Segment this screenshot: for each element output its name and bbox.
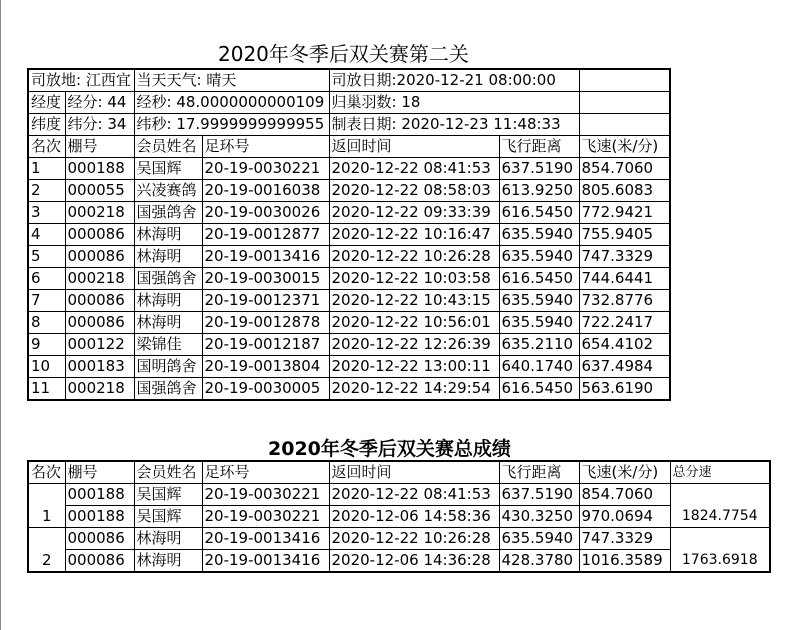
cell-speed: 563.6190	[579, 378, 670, 401]
cell-distance: 637.5190	[499, 484, 579, 506]
cell-distance: 430.3250	[499, 506, 579, 528]
cell-return-time: 2020-12-06 14:58:36	[329, 506, 499, 528]
cell-rank: 2	[28, 180, 65, 202]
cell-ring: 20-19-0030026	[202, 202, 329, 224]
cell-distance: 635.5940	[499, 224, 579, 246]
cell-ring: 20-19-0030221	[202, 484, 329, 506]
cell-ring: 20-19-0030015	[202, 268, 329, 290]
cell-return-time: 2020-12-06 14:36:28	[329, 550, 499, 573]
cell-loft: 000086	[65, 246, 134, 268]
cell-ring: 20-19-0013416	[202, 528, 329, 550]
cell-ring: 20-19-0013804	[202, 356, 329, 378]
header-total-speed: 总分速	[670, 461, 770, 484]
cell-distance: 635.5940	[499, 312, 579, 334]
cell-rank: 1	[28, 158, 65, 180]
cell-return-time: 2020-12-22 12:26:39	[329, 334, 499, 356]
cell-ring: 20-19-0030005	[202, 378, 329, 401]
stage-title: 2020年冬季后双关赛第二关	[218, 42, 469, 66]
cell-return-time: 2020-12-22 09:33:39	[329, 202, 499, 224]
release-date: 司放日期:2020-12-21 08:00:00	[329, 69, 579, 92]
table-row	[28, 290, 670, 312]
table-row	[28, 224, 670, 246]
table-row	[28, 378, 670, 401]
cell-ring: 20-19-0012878	[202, 312, 329, 334]
header-distance: 飞行距离	[499, 461, 579, 484]
cell-return-time: 2020-12-22 10:03:58	[329, 268, 499, 290]
cell-loft: 000188	[65, 484, 134, 506]
cell-ring: 20-19-0012187	[202, 334, 329, 356]
cell-member: 林海明	[134, 290, 202, 312]
cell-return-time: 2020-12-22 08:41:53	[329, 484, 499, 506]
cell-total-speed: 1763.6918	[670, 528, 770, 573]
cell-distance: 428.3780	[499, 550, 579, 573]
cell-speed: 854.7060	[579, 484, 670, 506]
info-row-release	[28, 69, 670, 92]
table-row	[28, 506, 770, 528]
cell-distance: 616.5450	[499, 268, 579, 290]
header-distance: 飞行距离	[499, 136, 579, 158]
cell-loft: 000122	[65, 334, 134, 356]
cell-ring: 20-19-0030221	[202, 158, 329, 180]
cell-distance: 613.9250	[499, 180, 579, 202]
cell-return-time: 2020-12-22 10:43:15	[329, 290, 499, 312]
cell-speed: 744.6441	[579, 268, 670, 290]
cell-return-time: 2020-12-22 08:58:03	[329, 180, 499, 202]
latitude-minutes: 纬分: 34	[65, 114, 134, 136]
table-row	[28, 312, 670, 334]
cell-return-time: 2020-12-22 14:29:54	[329, 378, 499, 401]
cell-return-time: 2020-12-22 10:26:28	[329, 246, 499, 268]
table-row	[28, 246, 670, 268]
header-ring: 足环号	[202, 136, 329, 158]
cell-speed: 747.3329	[579, 528, 670, 550]
homing-count: 归巢羽数: 18	[329, 92, 579, 114]
total-header-row	[28, 461, 770, 484]
stage-header-row	[28, 136, 670, 158]
cell-rank: 9	[28, 334, 65, 356]
cell-rank: 2	[28, 528, 65, 573]
cell-loft: 000218	[65, 202, 134, 224]
cell-distance: 635.2110	[499, 334, 579, 356]
cell-total-speed: 1824.7754	[670, 484, 770, 528]
cell-ring: 20-19-0012371	[202, 290, 329, 312]
cell-ring: 20-19-0013416	[202, 550, 329, 573]
cell-loft: 000086	[65, 224, 134, 246]
total-results-table	[27, 460, 771, 573]
header-loft: 棚号	[65, 461, 134, 484]
cell-member: 吴国辉	[134, 484, 202, 506]
cell-rank: 8	[28, 312, 65, 334]
cell-speed: 805.6083	[579, 180, 670, 202]
table-row	[28, 202, 670, 224]
cell-ring: 20-19-0012877	[202, 224, 329, 246]
longitude-seconds: 经秒: 48.0000000000109	[134, 92, 329, 114]
cell-distance: 637.5190	[499, 158, 579, 180]
cell-member: 梁锦佳	[134, 334, 202, 356]
table-row	[28, 550, 770, 573]
cell-return-time: 2020-12-22 13:00:11	[329, 356, 499, 378]
table-date: 制表日期: 2020-12-23 11:48:33	[329, 114, 579, 136]
cell-return-time: 2020-12-22 10:26:28	[329, 528, 499, 550]
table-row	[28, 528, 770, 550]
cell-member: 吴国辉	[134, 506, 202, 528]
cell-rank: 4	[28, 224, 65, 246]
header-speed: 飞速(米/分)	[579, 461, 670, 484]
table-row	[28, 180, 670, 202]
cell-distance: 640.1740	[499, 356, 579, 378]
cell-return-time: 2020-12-22 10:16:47	[329, 224, 499, 246]
longitude-minutes: 经分: 44	[65, 92, 134, 114]
latitude-seconds: 纬秒: 17.9999999999955	[134, 114, 329, 136]
cell-member: 国强鸽舍	[134, 202, 202, 224]
cell-member: 林海明	[134, 550, 202, 573]
cell-member: 兴凌赛鸽	[134, 180, 202, 202]
info-empty-cell	[579, 114, 670, 136]
cell-loft: 000183	[65, 356, 134, 378]
cell-member: 林海明	[134, 224, 202, 246]
cell-loft: 000218	[65, 268, 134, 290]
release-location: 司放地: 江西宜	[28, 69, 134, 92]
header-ring: 足环号	[202, 461, 329, 484]
header-speed: 飞速(米/分)	[579, 136, 670, 158]
cell-rank: 6	[28, 268, 65, 290]
cell-speed: 772.9421	[579, 202, 670, 224]
cell-ring: 20-19-0030221	[202, 506, 329, 528]
cell-loft: 000188	[65, 158, 134, 180]
cell-speed: 637.4984	[579, 356, 670, 378]
cell-member: 国明鸽舍	[134, 356, 202, 378]
cell-speed: 722.2417	[579, 312, 670, 334]
cell-member: 国强鸽舍	[134, 378, 202, 401]
cell-ring: 20-19-0013416	[202, 246, 329, 268]
cell-speed: 854.7060	[579, 158, 670, 180]
cell-speed: 755.9405	[579, 224, 670, 246]
table-row	[28, 356, 670, 378]
header-return-time: 返回时间	[329, 136, 499, 158]
header-loft: 棚号	[65, 136, 134, 158]
header-rank: 名次	[28, 136, 65, 158]
table-row	[28, 268, 670, 290]
cell-loft: 000086	[65, 290, 134, 312]
cell-ring: 20-19-0016038	[202, 180, 329, 202]
cell-member: 吴国辉	[134, 158, 202, 180]
stage-results-table	[27, 68, 671, 401]
cell-rank: 11	[28, 378, 65, 401]
header-rank: 名次	[28, 461, 65, 484]
info-empty-cell	[579, 69, 670, 92]
cell-loft: 000055	[65, 180, 134, 202]
header-return-time: 返回时间	[329, 461, 499, 484]
table-row	[28, 484, 770, 506]
cell-member: 林海明	[134, 528, 202, 550]
cell-speed: 654.4102	[579, 334, 670, 356]
header-member: 会员姓名	[134, 461, 202, 484]
cell-distance: 635.5940	[499, 290, 579, 312]
cell-member: 林海明	[134, 312, 202, 334]
cell-speed: 970.0694	[579, 506, 670, 528]
cell-rank: 5	[28, 246, 65, 268]
cell-rank: 1	[28, 484, 65, 528]
cell-distance: 635.5940	[499, 246, 579, 268]
cell-loft: 000086	[65, 528, 134, 550]
cell-speed: 1016.3589	[579, 550, 670, 573]
cell-distance: 616.5450	[499, 378, 579, 401]
cell-rank: 3	[28, 202, 65, 224]
cell-loft: 000188	[65, 506, 134, 528]
cell-distance: 616.5450	[499, 202, 579, 224]
cell-member: 国强鸽舍	[134, 268, 202, 290]
cell-return-time: 2020-12-22 10:56:01	[329, 312, 499, 334]
weather: 当天天气: 晴天	[134, 69, 329, 92]
cell-loft: 000218	[65, 378, 134, 401]
cell-speed: 732.8776	[579, 290, 670, 312]
table-row	[28, 158, 670, 180]
cell-speed: 747.3329	[579, 246, 670, 268]
page-left-edge	[0, 0, 1, 630]
info-empty-cell	[579, 92, 670, 114]
cell-rank: 7	[28, 290, 65, 312]
info-row-longitude	[28, 92, 670, 114]
cell-distance: 635.5940	[499, 528, 579, 550]
header-member: 会员姓名	[134, 136, 202, 158]
cell-loft: 000086	[65, 312, 134, 334]
info-row-latitude	[28, 114, 670, 136]
table-row	[28, 334, 670, 356]
latitude-label: 纬度	[28, 114, 65, 136]
cell-rank: 10	[28, 356, 65, 378]
cell-member: 林海明	[134, 246, 202, 268]
total-title: 2020年冬季后双关赛总成绩	[268, 438, 511, 460]
longitude-label: 经度	[28, 92, 65, 114]
cell-return-time: 2020-12-22 08:41:53	[329, 158, 499, 180]
cell-loft: 000086	[65, 550, 134, 573]
